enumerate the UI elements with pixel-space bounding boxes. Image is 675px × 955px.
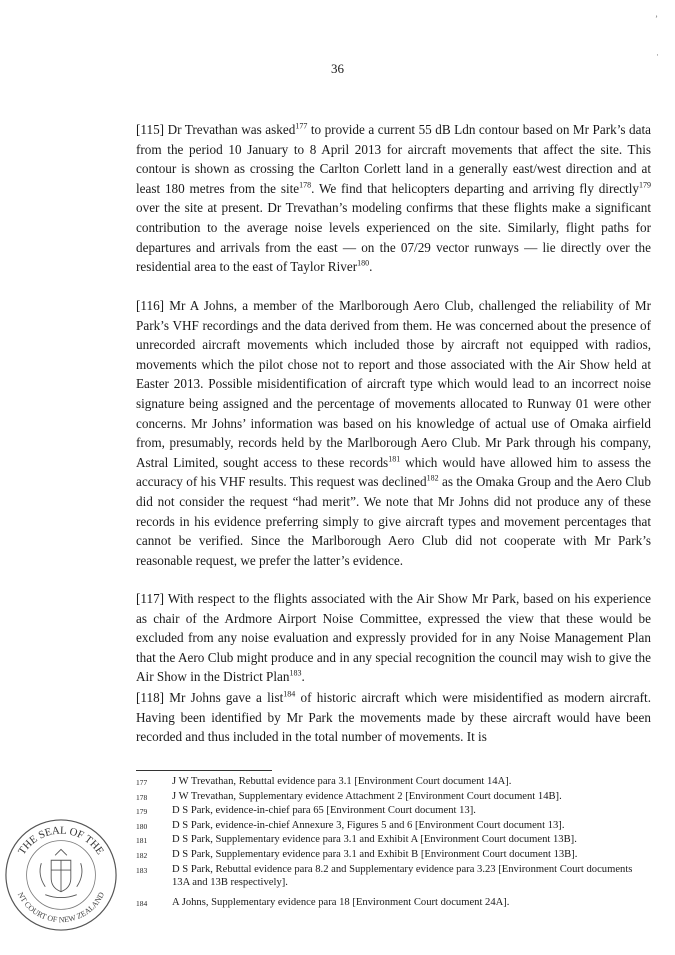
paragraph-number: [115] — [136, 122, 165, 137]
footnotes — [136, 775, 651, 910]
footnote-number: 178 — [136, 792, 148, 802]
coat-of-arms-icon — [40, 849, 82, 897]
svg-text:THE SEAL OF THE: THE SEAL OF THE — [16, 824, 106, 857]
footnote-number: 181 — [136, 836, 148, 846]
footnote-number: 182 — [136, 850, 148, 860]
footnote-text: D S Park, evidence-in-chief para 65 [Environment Court document 13]. — [172, 805, 476, 817]
footnote-reference: 184 — [283, 689, 296, 699]
footnote-180 — [136, 819, 651, 834]
footnote-reference: 180 — [357, 258, 370, 268]
footnote-reference: 177 — [295, 121, 308, 131]
footnote-number: 184 — [136, 898, 148, 908]
footnote-divider — [136, 770, 272, 771]
paragraph-116: [116] Mr A Johns, a member of the Marlborough Aero Club, challenged the reliability of Mr Park’s VHF recordings and the data derived from them. He was concerned about the presence of unrecorded aircraft movements which included those by aircraft not equipped with radios, movements which the pilot chose not to report and those associated with the Air Show held at Easter 2013. Possible misidentification of aircraft type which would lead to an incorrect noise signature being assigned and the percentage of movements allocated to Runway 01 were other concerns. Mr Johns’ information was based on his knowledge of actual use of Omaka airfield from, presumably, records held by the Marlborough Aero Club. Mr Park through his company, Astral Limited, sought access to these records$^{181}$ which would have allowed him to assess the accuracy of his VHF results. This request was declined$^{182}$ as the Omaka Group and the Aero Club did not consider the request “had merit”. We note that Mr Johns did not produce any of these records in his evidence preferring simply to give aircraft types and movement percentages that cannot be verified. Since the Marlborough Aero Club did not cooperate with Mr Park’s reasonable request, we prefer the latter’s evidence. — [136, 298, 651, 568]
footnote-178 — [136, 790, 651, 805]
footnote-reference: 179 — [638, 180, 651, 190]
footnote-number: 177 — [136, 778, 148, 787]
footnote-181 — [136, 833, 651, 848]
paragraph-number: [118] — [136, 690, 165, 705]
footnote-reference: 182 — [426, 473, 439, 483]
footnote-text: D S Park, Supplementary evidence para 3.1 and Exhibit B [Environment Court document 13B]. — [172, 848, 578, 860]
footnote-text: D S Park, evidence-in-chief Annexure 3, Figures 5 and 6 [Environment Court document 13]. — [172, 819, 565, 831]
footnote-number: 180 — [136, 821, 148, 831]
footnote-183 — [136, 863, 651, 890]
footnote-reference: 178 — [299, 180, 312, 190]
page-number: 36 — [331, 61, 344, 76]
paragraph-number: [116] — [136, 298, 165, 313]
footnote-number: 183 — [136, 865, 148, 875]
footnote-text: D S Park, Rebuttal evidence para 8.2 and Supplementary evidence para 3.23 [Environment Court documents 13A and 13B respectively]. — [172, 863, 633, 889]
paragraph-115: [115] Dr Trevathan was asked$^{177}$ to provide a current 55 dB Ldn contour based on Mr Park’s data from the period 10 January to 8 April 2013 for aircraft movements that affect the site. This contour is shown as crossing the Carlton Corlett land in a generally east/west direction and at least 180 metres from the site$^{178}$. We find that helicopters departing and arriving fly directly$^{179}$ over the site at present. Dr Trevathan’s modeling confirms that these flights make a significant contribution to the average noise levels experienced on the site. Similarly, flight paths for departures and arrivals from the east — on the 07/29 vector runways — lie directly over the residential area to the east of Taylor River$^{180}$. — [136, 121, 651, 275]
footnote-text: A Johns, Supplementary evidence para 18 [Environment Court document 24A]. — [172, 896, 510, 908]
footnote-text: J W Trevathan, Supplementary evidence Attachment 2 [Environment Court document 14B]. — [172, 790, 562, 802]
footnote-reference: 181 — [388, 454, 401, 464]
footnote-182 — [136, 848, 651, 863]
scan-mark: ’ — [655, 14, 658, 24]
paragraph-number: [117] — [136, 591, 165, 606]
footnote-number: 179 — [136, 807, 148, 817]
paragraph-118: [118] Mr Johns gave a list$^{184}$ of historic aircraft which were misidentified as modern aircraft. Having been identified by Mr Park the movements made by these aircraft would have been recorded and thus included in the total number of movements. It is — [136, 689, 651, 745]
footnote-reference: 183 — [289, 668, 302, 678]
footnote-text: J W Trevathan, Rebuttal evidence para 3.1 [Environment Court document 14A]. — [172, 776, 512, 787]
footnote-184 — [136, 896, 651, 911]
paragraph-117: [117] With respect to the flights associated with the Air Show Mr Park, based on his experience as chair of the Ardmore Airport Noise Committee, expressed the view that these would be excluded from any noise evaluation and expressly provided for in any Noise Management Plan that the Aero Club might produce and in any special recognition the council may wish to give the Air Show in the District Plan$^{183}$. — [136, 591, 651, 685]
svg-text:NT COURT OF NEW ZEALAND: NT COURT OF NEW ZEALAND — [15, 890, 107, 925]
court-seal-stamp — [2, 816, 120, 934]
scan-mark: · — [656, 50, 659, 60]
footnote-179 — [136, 804, 651, 819]
footnote-text: D S Park, Supplementary evidence para 3.1 and Exhibit A [Environment Court document 13B]. — [172, 834, 577, 846]
footnote-177 — [136, 775, 651, 790]
